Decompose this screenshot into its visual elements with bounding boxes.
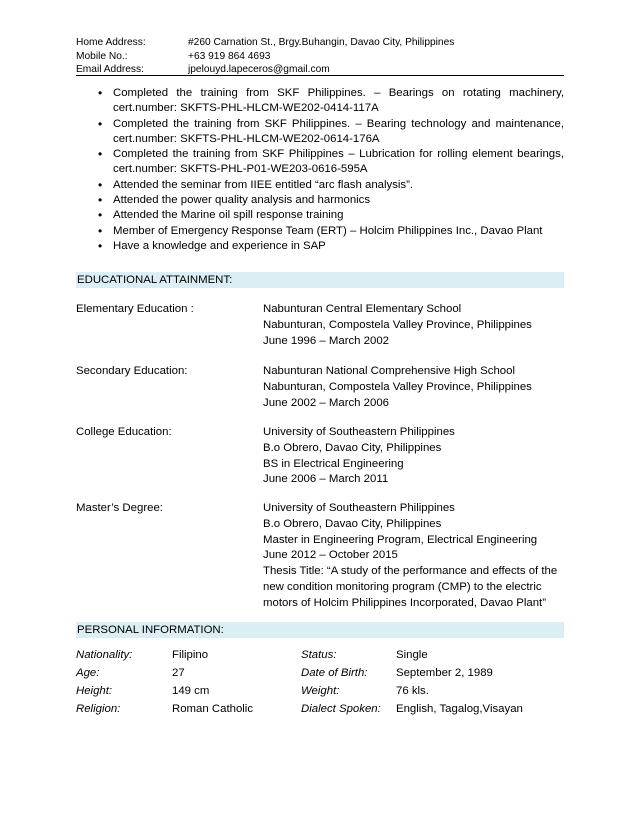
training-cert: cert.number: SKFTS-PHL-HLCM-WE202-0614-176A <box>113 132 380 145</box>
degree: Master in Engineering Program, Electrical Engineering <box>263 533 538 546</box>
education-details <box>263 364 564 411</box>
home-address-value: #260 Carnation St., Brgy.Buhangin, Davao City, Philippines <box>188 37 455 48</box>
status-label: Status: <box>301 649 337 661</box>
nationality-value: Filipino <box>172 649 209 661</box>
training-text: • Attended the power quality analysis and harmonics <box>113 194 371 207</box>
list-item <box>95 147 564 178</box>
trainings-list <box>95 86 564 254</box>
training-cert: cert.number: SKFTS-PHL-P01-WE203-0616-595A <box>113 163 368 176</box>
dialect-value: English, Tagalog,Visayan <box>396 703 523 715</box>
school-location: B.o Obrero, Davao City, Philippines <box>263 441 442 454</box>
birth-date-value: September 2, 1989 <box>396 667 493 679</box>
training-text: • Attended the seminar from IIEE entitled “arc flash analysis”. <box>113 178 414 191</box>
list-item <box>95 117 564 148</box>
thesis-line: Thesis Title: “A study of the performance and effects of the <box>263 565 558 578</box>
education-details <box>263 302 564 349</box>
birth-date-label: Date of Birth: <box>301 667 368 679</box>
training-cert: cert.number: SKFTS-PHL-HLCM-WE202-0414-117A <box>113 102 379 115</box>
school-dates: June 2002 – March 2006 <box>263 396 390 409</box>
height-value: 149 cm <box>172 685 210 697</box>
email-value: jpelouyd.lapeceros@gmail.com <box>188 64 330 75</box>
home-address-label: Home Address: <box>76 37 146 48</box>
thesis-line: motors of Holcim Philippines Incorporated, Davao Plant” <box>263 596 546 609</box>
list-item <box>95 224 564 239</box>
dialect-label: Dialect Spoken: <box>301 703 381 715</box>
religion-label: Religion: <box>76 703 121 715</box>
school-name: University of Southeastern Philippines <box>263 426 455 438</box>
school-location: Nabunturan, Compostela Valley Province, Philippines <box>263 380 532 393</box>
personal-info <box>76 646 564 718</box>
personal-row <box>76 700 564 718</box>
age-label: Age: <box>76 667 100 679</box>
personal-row <box>76 646 564 664</box>
email-label: Email Address: <box>76 64 144 75</box>
personal-row <box>76 664 564 682</box>
thesis-line: new condition monitoring program (CMP) to the electric <box>263 580 542 593</box>
personal-row <box>76 682 564 700</box>
education-details <box>263 501 564 612</box>
list-item <box>95 239 564 254</box>
education-details <box>263 425 564 488</box>
weight-value: 76 kls. <box>396 685 429 697</box>
school-dates: June 1996 – March 2002 <box>263 334 390 347</box>
school-name: Nabunturan National Comprehensive High School <box>263 365 516 377</box>
training-text: • Completed the training from SKF Philippines. – Bearing technology and maintenance, <box>113 117 564 130</box>
training-text: • Completed the training from SKF Philippines. – Bearings on rotating machinery, <box>113 87 564 99</box>
education-section-title: EDUCATIONAL ATTAINMENT: <box>76 272 564 288</box>
height-label: Height: <box>76 685 113 697</box>
list-item <box>95 86 564 117</box>
school-location: B.o Obrero, Davao City, Philippines <box>263 517 442 530</box>
list-item <box>95 208 564 223</box>
education-label: College Education: <box>76 426 172 438</box>
header-divider <box>76 75 564 76</box>
mobile-value: +63 919 864 4693 <box>188 50 271 62</box>
training-text: • Member of Emergency Response Team (ERT) – Holcim Philippines Inc., Davao Plant <box>113 224 543 237</box>
weight-label: Weight: <box>301 685 340 697</box>
list-item <box>95 178 564 193</box>
school-location: Nabunturan, Compostela Valley Province, Philippines <box>263 318 532 331</box>
degree: BS in Electrical Engineering <box>263 457 404 470</box>
mobile-label: Mobile No.: <box>76 50 128 62</box>
mobile-row <box>76 50 564 64</box>
list-item <box>95 193 564 208</box>
home-address-row <box>76 36 564 50</box>
contact-header <box>76 36 564 77</box>
personal-section-title: PERSONAL INFORMATION: <box>76 622 564 638</box>
age-value: 27 <box>172 667 185 679</box>
education-label: Master’s Degree: <box>76 502 163 514</box>
school-dates: June 2012 – October 2015 <box>263 549 398 562</box>
school-dates: June 2006 – March 2011 <box>263 473 389 486</box>
religion-value: Roman Catholic <box>172 703 254 715</box>
status-value: Single <box>396 649 428 661</box>
training-text: • Have a knowledge and experience in SAP <box>113 239 326 252</box>
nationality-label: Nationality: <box>76 649 133 661</box>
education-label: Secondary Education: <box>76 365 188 377</box>
training-text: • Completed the training from SKF Philippines – Lubrication for rolling element bearings, <box>113 148 564 161</box>
education-label: Elementary Education : <box>76 303 194 315</box>
training-text: • Attended the Marine oil spill response training <box>113 209 344 222</box>
school-name: Nabunturan Central Elementary School <box>263 303 462 315</box>
school-name: University of Southeastern Philippines <box>263 502 455 514</box>
